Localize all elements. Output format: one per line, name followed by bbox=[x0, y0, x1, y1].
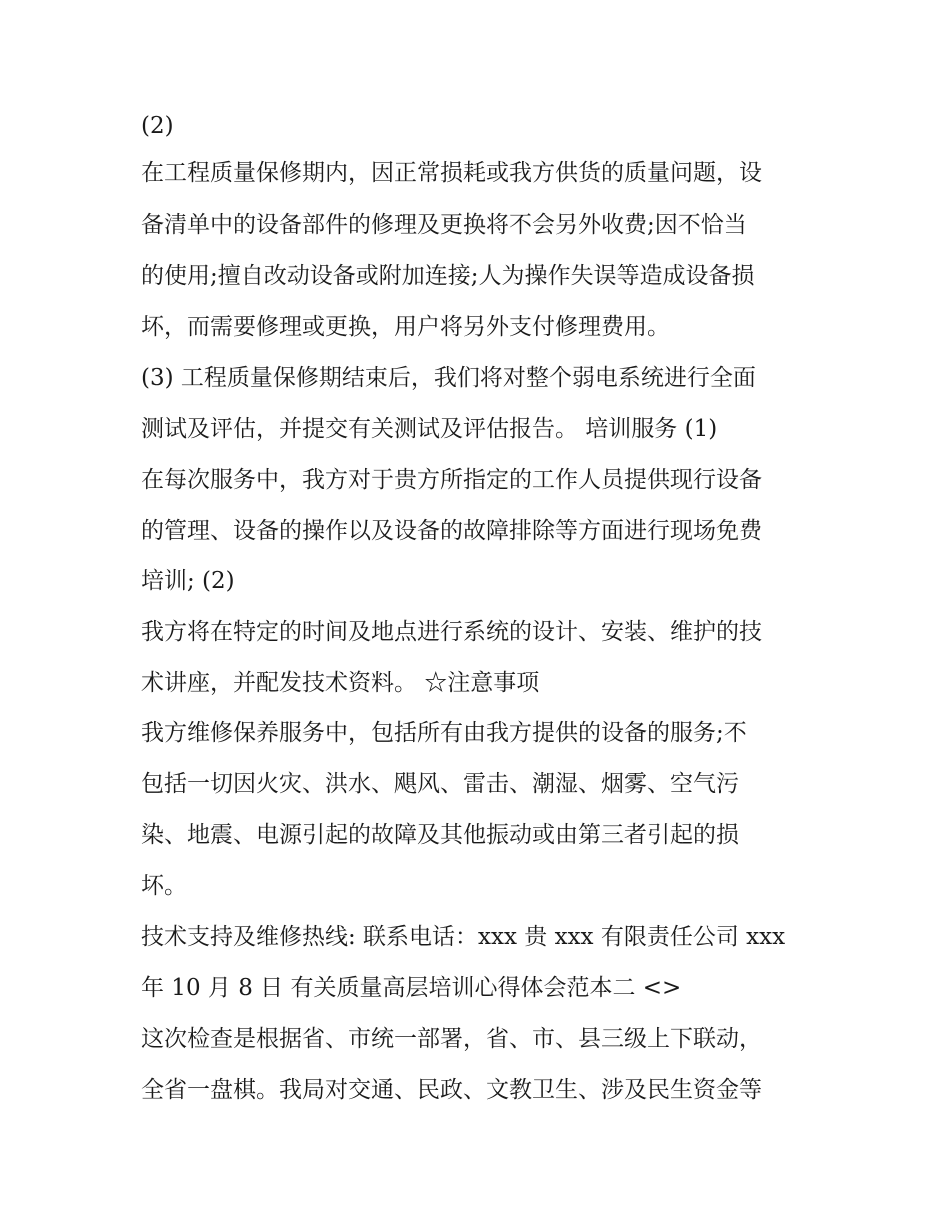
text-line: 测试及评估，并提交有关测试及评估报告。 培训服务 (1) bbox=[141, 416, 718, 442]
text-line: 的管理、设备的操作以及设备的故障排除等方面进行现场免费 bbox=[141, 518, 762, 544]
text-line: (3) 工程质量保修期结束后，我们将对整个弱电系统进行全面 bbox=[141, 365, 756, 391]
text-line: 在每次服务中，我方对于贵方所指定的工作人员提供现行设备 bbox=[141, 467, 762, 493]
text-line: 我方维修保养服务中，包括所有由我方提供的设备的服务;不 bbox=[141, 720, 747, 746]
text-line: 包括一切因火灾、洪水、飓风、雷击、潮湿、烟雾、空气污 bbox=[141, 771, 739, 797]
text-line: 术讲座，并配发技术资料。 ☆注意事项 bbox=[141, 670, 540, 696]
text-line: 备清单中的设备部件的修理及更换将不会另外收费;因不恰当 bbox=[141, 212, 747, 238]
text-line: 培训; (2) bbox=[141, 568, 235, 594]
text-line: 这次检查是根据省、市统一部署，省、市、县三级上下联动， bbox=[141, 1026, 762, 1052]
text-line: 全省一盘棋。我局对交通、民政、文教卫生、涉及民生资金等 bbox=[141, 1077, 762, 1103]
text-line: 的使用;擅自改动设备或附加连接;人为操作失误等造成设备损 bbox=[141, 263, 755, 289]
text-line: 坏，而需要修理或更换，用户将另外支付修理费用。 bbox=[141, 314, 670, 340]
text-line: 在工程质量保修期内，因正常损耗或我方供货的质量问题，设 bbox=[141, 160, 762, 186]
text-line: 坏。 bbox=[141, 873, 187, 899]
text-line: 技术支持及维修热线: 联系电话：xxx 贵 xxx 有限责任公司 xxx bbox=[141, 924, 786, 950]
text-line: 年 10 月 8 日 有关质量高层培训心得体会范本二 <> bbox=[141, 975, 682, 1001]
text-line: 我方将在特定的时间及地点进行系统的设计、安装、维护的技 bbox=[141, 619, 762, 645]
text-line: (2) bbox=[141, 113, 174, 139]
text-line: 染、地震、电源引起的故障及其他振动或由第三者引起的损 bbox=[141, 822, 739, 848]
